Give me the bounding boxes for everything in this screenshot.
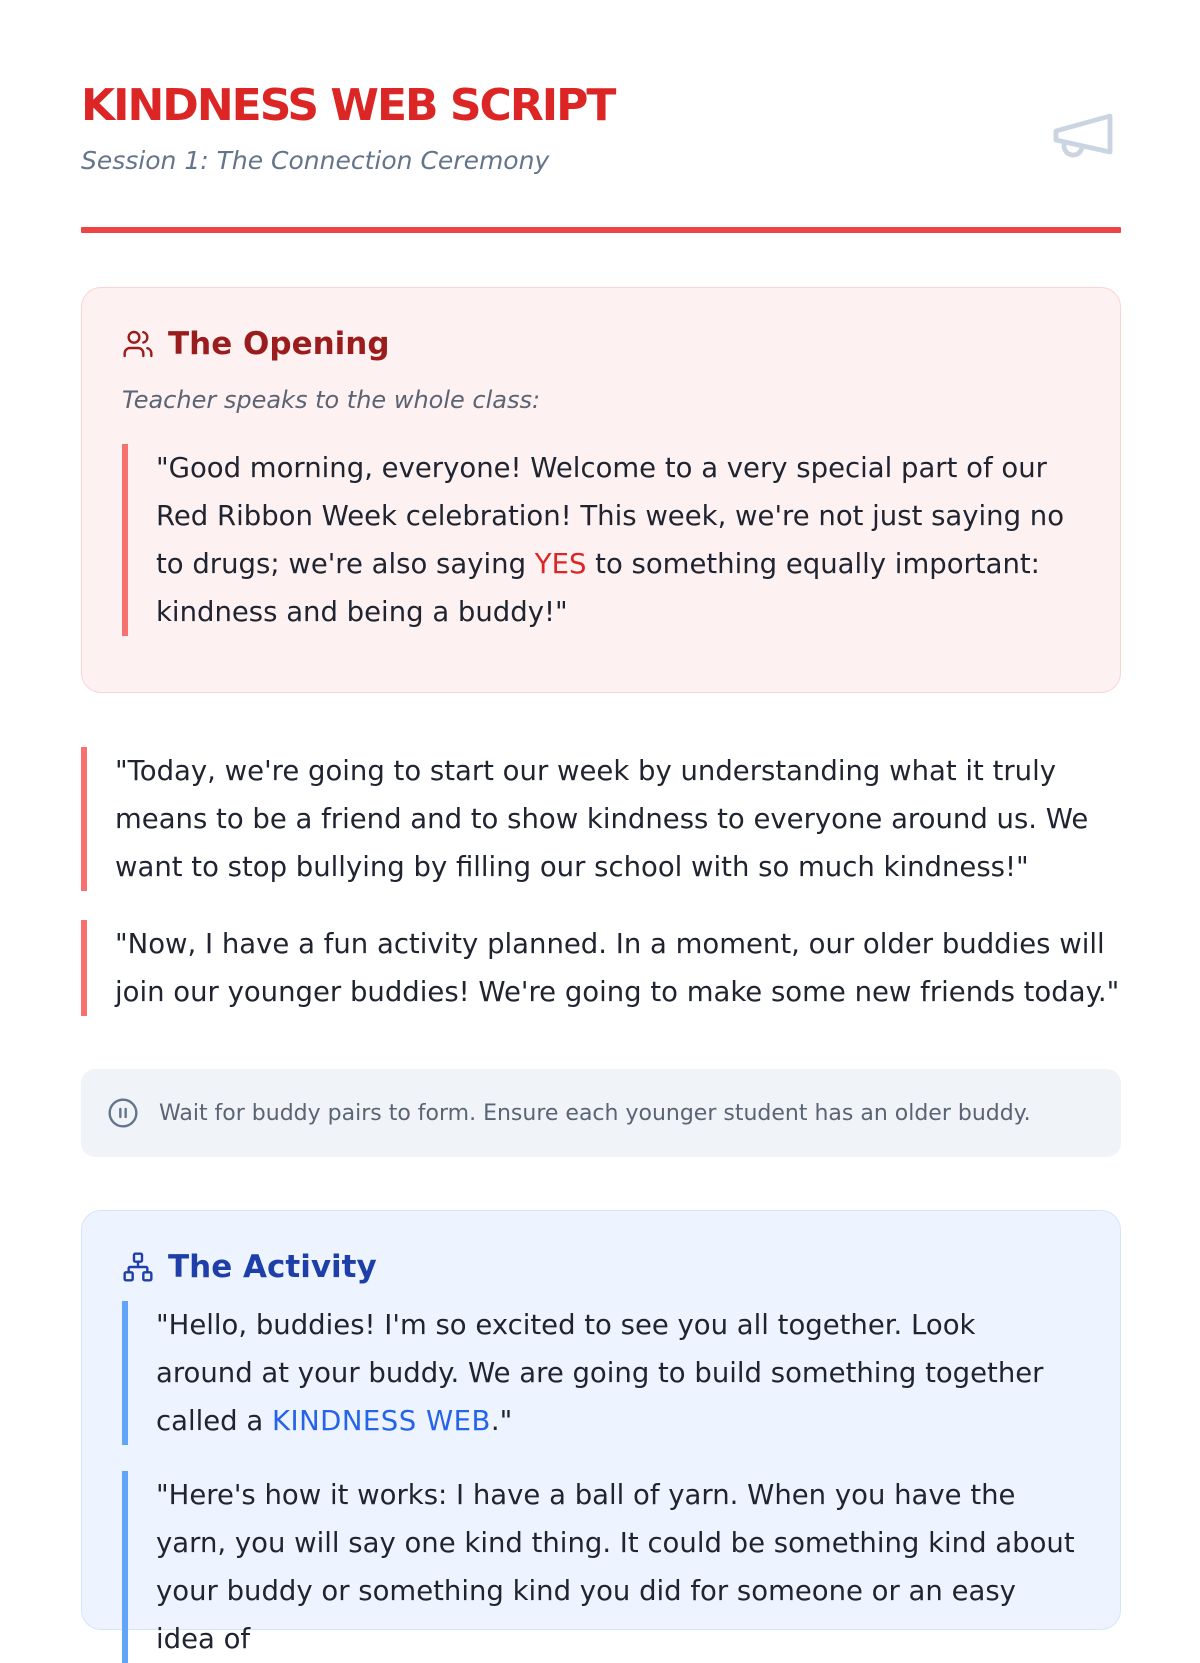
page-title: KINDNESS WEB SCRIPT (81, 80, 615, 131)
activity-quote: "Here's how it works: I have a ball of yarn. When you have the yarn, you will say one kind thing. It could be something kind about your buddy or something kind you did for someone or an easy idea of (122, 1471, 1080, 1663)
network-icon (122, 1251, 154, 1283)
opening-intro: Teacher speaks to the whole class: (122, 386, 541, 414)
opening-heading-label: The Opening (168, 325, 390, 362)
script-quote: "Now, I have a fun activity planned. In a moment, our older buddies will join our younger buddies! We're going to make some new friends today." (81, 920, 1121, 1016)
activity-quote-highlight: KINDNESS WEB (271, 1405, 491, 1437)
megaphone-icon (1047, 98, 1119, 170)
script-quote: "Today, we're going to start our week by understanding what it truly means to be a friend and to show kindness to everyone around us. We want to stop bullying by filling our school with so much kindness!" (81, 747, 1121, 891)
activity-heading-label: The Activity (168, 1248, 377, 1285)
opening-quote-highlight: YES (534, 548, 587, 580)
opening-quote-text-start: "Good morning, everyone! Welcome to a very special part of our Red Ribbon Week celebration! This week, we're not just saying no to drugs; we're also saying (156, 452, 1065, 580)
activity-card (81, 1210, 1121, 1655)
page-subtitle: Session 1: The Connection Ceremony (81, 146, 550, 175)
note-text: Wait for buddy pairs to form. Ensure each younger student has an older buddy. (159, 1100, 1031, 1126)
users-icon (122, 328, 154, 360)
activity-heading (122, 1248, 1080, 1285)
pause-icon (107, 1097, 139, 1129)
activity-quote-text-start: "Hello, buddies! I'm so excited to see you all together. Look around at your buddy. We are going to build something together called a (156, 1309, 1044, 1437)
opening-heading (122, 325, 1080, 362)
activity-quote (122, 1301, 1080, 1445)
opening-card (81, 287, 1121, 693)
opening-quote-text-end: to something equally important: kindness and being a buddy!" (156, 548, 1040, 628)
stage-direction-note (81, 1069, 1121, 1157)
page-header (81, 0, 1121, 236)
header-divider (81, 227, 1121, 233)
script-page (81, 0, 1121, 1655)
opening-quote (122, 444, 1080, 636)
activity-quote-text-end: ." (490, 1405, 513, 1437)
